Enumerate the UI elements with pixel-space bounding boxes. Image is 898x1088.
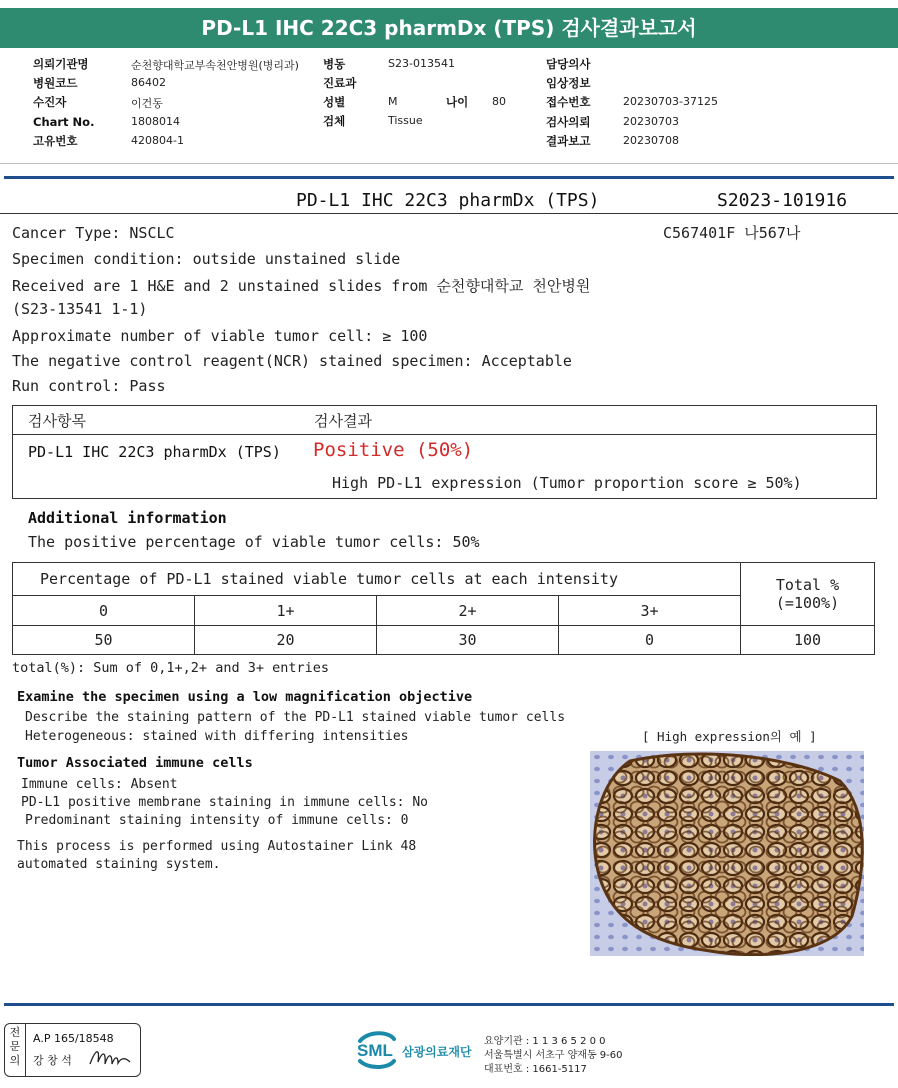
hospital-label: 의뢰기관명 xyxy=(33,57,89,71)
intensity-header: Percentage of PD-L1 stained viable tumor cells at each intensity xyxy=(13,563,741,596)
process-line1: This process is performed using Autostainer Link 48 xyxy=(17,839,417,854)
dept-label: 진료과 xyxy=(323,76,357,90)
address: 서울특별시 서초구 양재동 9-60 xyxy=(484,1050,623,1061)
image-caption: [ High expression의 예 ] xyxy=(642,729,817,744)
title-underline xyxy=(0,213,898,214)
tumor-immune-heading: Tumor Associated immune cells xyxy=(17,755,253,771)
result-date-value: 20230708 xyxy=(623,134,679,147)
total-value: 100 xyxy=(741,626,875,655)
value-0: 50 xyxy=(13,626,195,655)
high-expression-micrograph xyxy=(590,751,864,956)
request-value: 20230703 xyxy=(623,115,679,128)
org-name: 삼광의료재단 xyxy=(402,1045,472,1059)
code-label: 병원코드 xyxy=(33,76,78,90)
specimen-condition: Specimen condition: outside unstained slide xyxy=(12,250,401,268)
chart-value: 1808014 xyxy=(131,115,180,128)
report-title: PD-L1 IHC 22C3 pharmDx (TPS) xyxy=(296,190,600,211)
code-value: 86402 xyxy=(131,76,166,89)
specimen-label: 검체 xyxy=(323,114,346,128)
top-rule xyxy=(4,176,894,179)
value-1: 20 xyxy=(195,626,377,655)
sex-value: M xyxy=(388,95,398,108)
value-2: 30 xyxy=(377,626,559,655)
col-result-header: 검사결과 xyxy=(314,412,372,430)
hospital-value: 순천향대학교부속천안병원(병리과) xyxy=(131,59,299,72)
unique-label: 고유번호 xyxy=(33,134,78,148)
receipt-value: 20230703-37125 xyxy=(623,95,718,108)
process-line2: automated staining system. xyxy=(17,857,221,872)
col-item-header: 검사항목 xyxy=(28,412,86,430)
cancer-type: Cancer Type: NSCLC xyxy=(12,224,175,242)
intensity-table xyxy=(12,562,875,655)
ap-number: A.P 165/18548 xyxy=(33,1032,114,1045)
receipt-label: 접수번호 xyxy=(546,95,591,109)
care-code: 요양기관 : 1 1 3 6 5 2 0 0 xyxy=(484,1036,606,1047)
tumor-immune-line3: Predominant staining intensity of immune cells: 0 xyxy=(25,813,409,828)
stamp-label: 전문의 xyxy=(9,1026,21,1067)
logo-text: SML xyxy=(357,1041,393,1060)
request-label: 검사의뢰 xyxy=(546,115,591,129)
additional-text: The positive percentage of viable tumor cells: 50% xyxy=(28,533,480,551)
value-3: 0 xyxy=(559,626,741,655)
doctor-label: 담당의사 xyxy=(546,57,591,71)
test-name: PD-L1 IHC 22C3 pharmDx (TPS) xyxy=(28,443,281,461)
approx-line: Approximate number of viable tumor cell: ≥ 100 xyxy=(12,327,428,345)
tumor-immune-line2: PD-L1 positive membrane staining in immune cells: No xyxy=(21,795,428,810)
unique-value: 420804-1 xyxy=(131,134,184,147)
ncr-line: The negative control reagent(NCR) stained specimen: Acceptable xyxy=(12,352,572,370)
ward-value: S23-013541 xyxy=(388,57,455,70)
sex-label: 성별 xyxy=(323,95,346,109)
age-value: 80 xyxy=(492,95,506,108)
doctor-name: 강 창 석 xyxy=(33,1054,72,1067)
patient-label: 수진자 xyxy=(33,95,67,109)
expression-line: High PD-L1 expression (Tumor proportion score ≥ 50%) xyxy=(332,474,802,492)
received-ref: (S23-13541 1-1) xyxy=(12,300,148,318)
age-label: 나이 xyxy=(446,95,469,109)
bottom-rule xyxy=(4,1003,894,1006)
patient-value: 이건동 xyxy=(131,97,163,110)
signature-box-divider xyxy=(25,1024,26,1076)
examine-line2: Heterogeneous: stained with differing intensities xyxy=(25,729,409,744)
examine-heading: Examine the specimen using a low magnification objective xyxy=(17,689,473,705)
chart-label: Chart No. xyxy=(33,115,95,129)
level-3: 3+ xyxy=(559,596,741,626)
code-right: C567401F 나567나 xyxy=(663,224,801,242)
result-date-label: 결과보고 xyxy=(546,134,591,148)
level-2: 2+ xyxy=(377,596,559,626)
tumor-immune-line1: Immune cells: Absent xyxy=(21,777,178,792)
level-1: 1+ xyxy=(195,596,377,626)
sml-logo xyxy=(356,1031,398,1069)
clinical-label: 임상정보 xyxy=(546,76,591,90)
result-box-divider xyxy=(13,434,876,435)
run-control-line: Run control: Pass xyxy=(12,377,166,395)
signature-icon xyxy=(88,1044,132,1070)
report-header-title: PD-L1 IHC 22C3 pharmDx (TPS) 검사결과보고서 xyxy=(0,8,898,48)
total-note: total(%): Sum of 0,1+,2+ and 3+ entries xyxy=(12,660,329,676)
phone: 대표번호 : 1661-5117 xyxy=(484,1064,587,1075)
received-line: Received are 1 H&E and 2 unstained slides from 순천향대학교 천안병원 xyxy=(12,277,591,295)
examine-line1: Describe the staining pattern of the PD-L1 stained viable tumor cells xyxy=(25,710,566,725)
result-positive: Positive (50%) xyxy=(313,439,474,461)
ward-label: 병동 xyxy=(323,57,346,71)
specimen-value: Tissue xyxy=(388,114,423,127)
info-divider xyxy=(0,163,898,164)
report-id: S2023-101916 xyxy=(717,190,848,211)
total-header: Total % (=100%) xyxy=(741,563,875,626)
level-0: 0 xyxy=(13,596,195,626)
additional-heading: Additional information xyxy=(28,509,227,527)
